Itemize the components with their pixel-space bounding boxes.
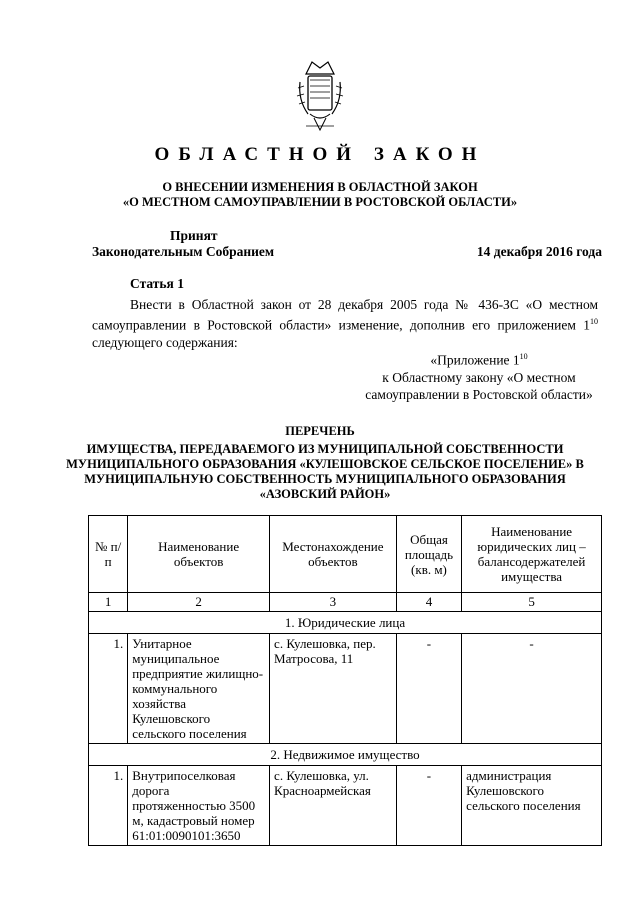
document-title: ОБЛАСТНОЙ ЗАКОН	[154, 144, 486, 165]
section-title: 2. Недвижимое имущество	[89, 744, 602, 766]
holder-cell: -	[462, 634, 602, 744]
location-cell: с. Кулешовка, пер. Матросова, 11	[270, 634, 397, 744]
subtitle-line: О ВНЕСЕНИИ ИЗМЕНЕНИЯ В ОБЛАСТНОЙ ЗАКОН	[162, 180, 478, 194]
section-row	[89, 612, 602, 634]
holder-cell: администрация Кулешовского сельского поселения	[462, 766, 602, 846]
adopted-label: Принят	[170, 228, 218, 243]
document-subtitle	[40, 180, 600, 210]
article-text-part: следующего содержания:	[92, 334, 238, 350]
table-row	[89, 634, 602, 744]
table-header-cell: Местонахождение объектов	[270, 516, 397, 593]
column-number-cell: 4	[396, 593, 461, 612]
table-header-cell: Наименование юридических лиц – балансодержателей имущества	[462, 516, 602, 593]
row-number-cell: 1.	[89, 634, 128, 744]
table-header-cell: Наименование объектов	[128, 516, 270, 593]
property-table	[88, 515, 602, 846]
column-number-cell: 3	[270, 593, 397, 612]
subtitle-line: «О МЕСТНОМ САМОУПРАВЛЕНИИ В РОСТОВСКОЙ ОБЛАСТИ»	[122, 195, 518, 209]
adopting-body: Законодательным Собранием	[92, 244, 275, 259]
appendix-subtitle: к Областному закону «О местном самоуправлении в Ростовской области»	[365, 369, 593, 402]
section-title: 1. Юридические лица	[89, 612, 602, 634]
article-text-superscript: 10	[590, 317, 598, 326]
coat-of-arms-emblem	[296, 56, 344, 136]
column-number-cell: 1	[89, 593, 128, 612]
column-number-cell: 5	[462, 593, 602, 612]
object-name-cell: Унитарное муниципальное предприятие жилищно-коммунального хозяйства Кулешовского сельского поселения	[128, 634, 270, 744]
article-heading: Статья 1	[130, 276, 184, 291]
row-number-cell: 1.	[89, 766, 128, 846]
adoption-block	[92, 228, 602, 260]
appendix-reference	[356, 348, 602, 403]
column-number-cell: 2	[128, 593, 270, 612]
article-text	[92, 296, 598, 351]
column-number-row	[89, 593, 602, 612]
list-subheading: ИМУЩЕСТВА, ПЕРЕДАВАЕМОГО ИЗ МУНИЦИПАЛЬНОЙ СОБСТВЕННОСТИ МУНИЦИПАЛЬНОГО ОБРАЗОВАНИЯ «КУЛЕШОВСКОЕ СЕЛЬСКОЕ ПОСЕЛЕНИЕ» В МУНИЦИПАЛЬНУЮ СОБСТВЕННОСТЬ МУНИЦИПАЛЬНОГО ОБРАЗОВАНИЯ «АЗОВСКИЙ РАЙОН»	[66, 442, 584, 501]
appendix-superscript: 10	[519, 352, 528, 361]
object-name-cell: Внутрипоселковая дорога протяженностью 3500 м, кадастровый номер 61:01:0090101:3650	[128, 766, 270, 846]
table-header-cell: Общая площадь (кв. м)	[396, 516, 461, 593]
area-cell: -	[396, 766, 461, 846]
location-cell: с. Кулешовка, ул. Красноармейская	[270, 766, 397, 846]
list-heading: ПЕРЕЧЕНЬ	[285, 424, 355, 438]
table-header-cell: № п/п	[89, 516, 128, 593]
article-text-part: Внести в Областной закон от 28 декабря 2005 года № 436-ЗС «О местном самоуправлении в Ростовской области» изменение, дополнив его приложением 1	[92, 297, 598, 333]
area-cell: -	[396, 634, 461, 744]
appendix-title: «Приложение 1	[430, 352, 520, 368]
table-row	[89, 766, 602, 846]
section-row	[89, 744, 602, 766]
adoption-date: 14 декабря 2016 года	[476, 244, 602, 259]
table-header-row	[89, 516, 602, 593]
